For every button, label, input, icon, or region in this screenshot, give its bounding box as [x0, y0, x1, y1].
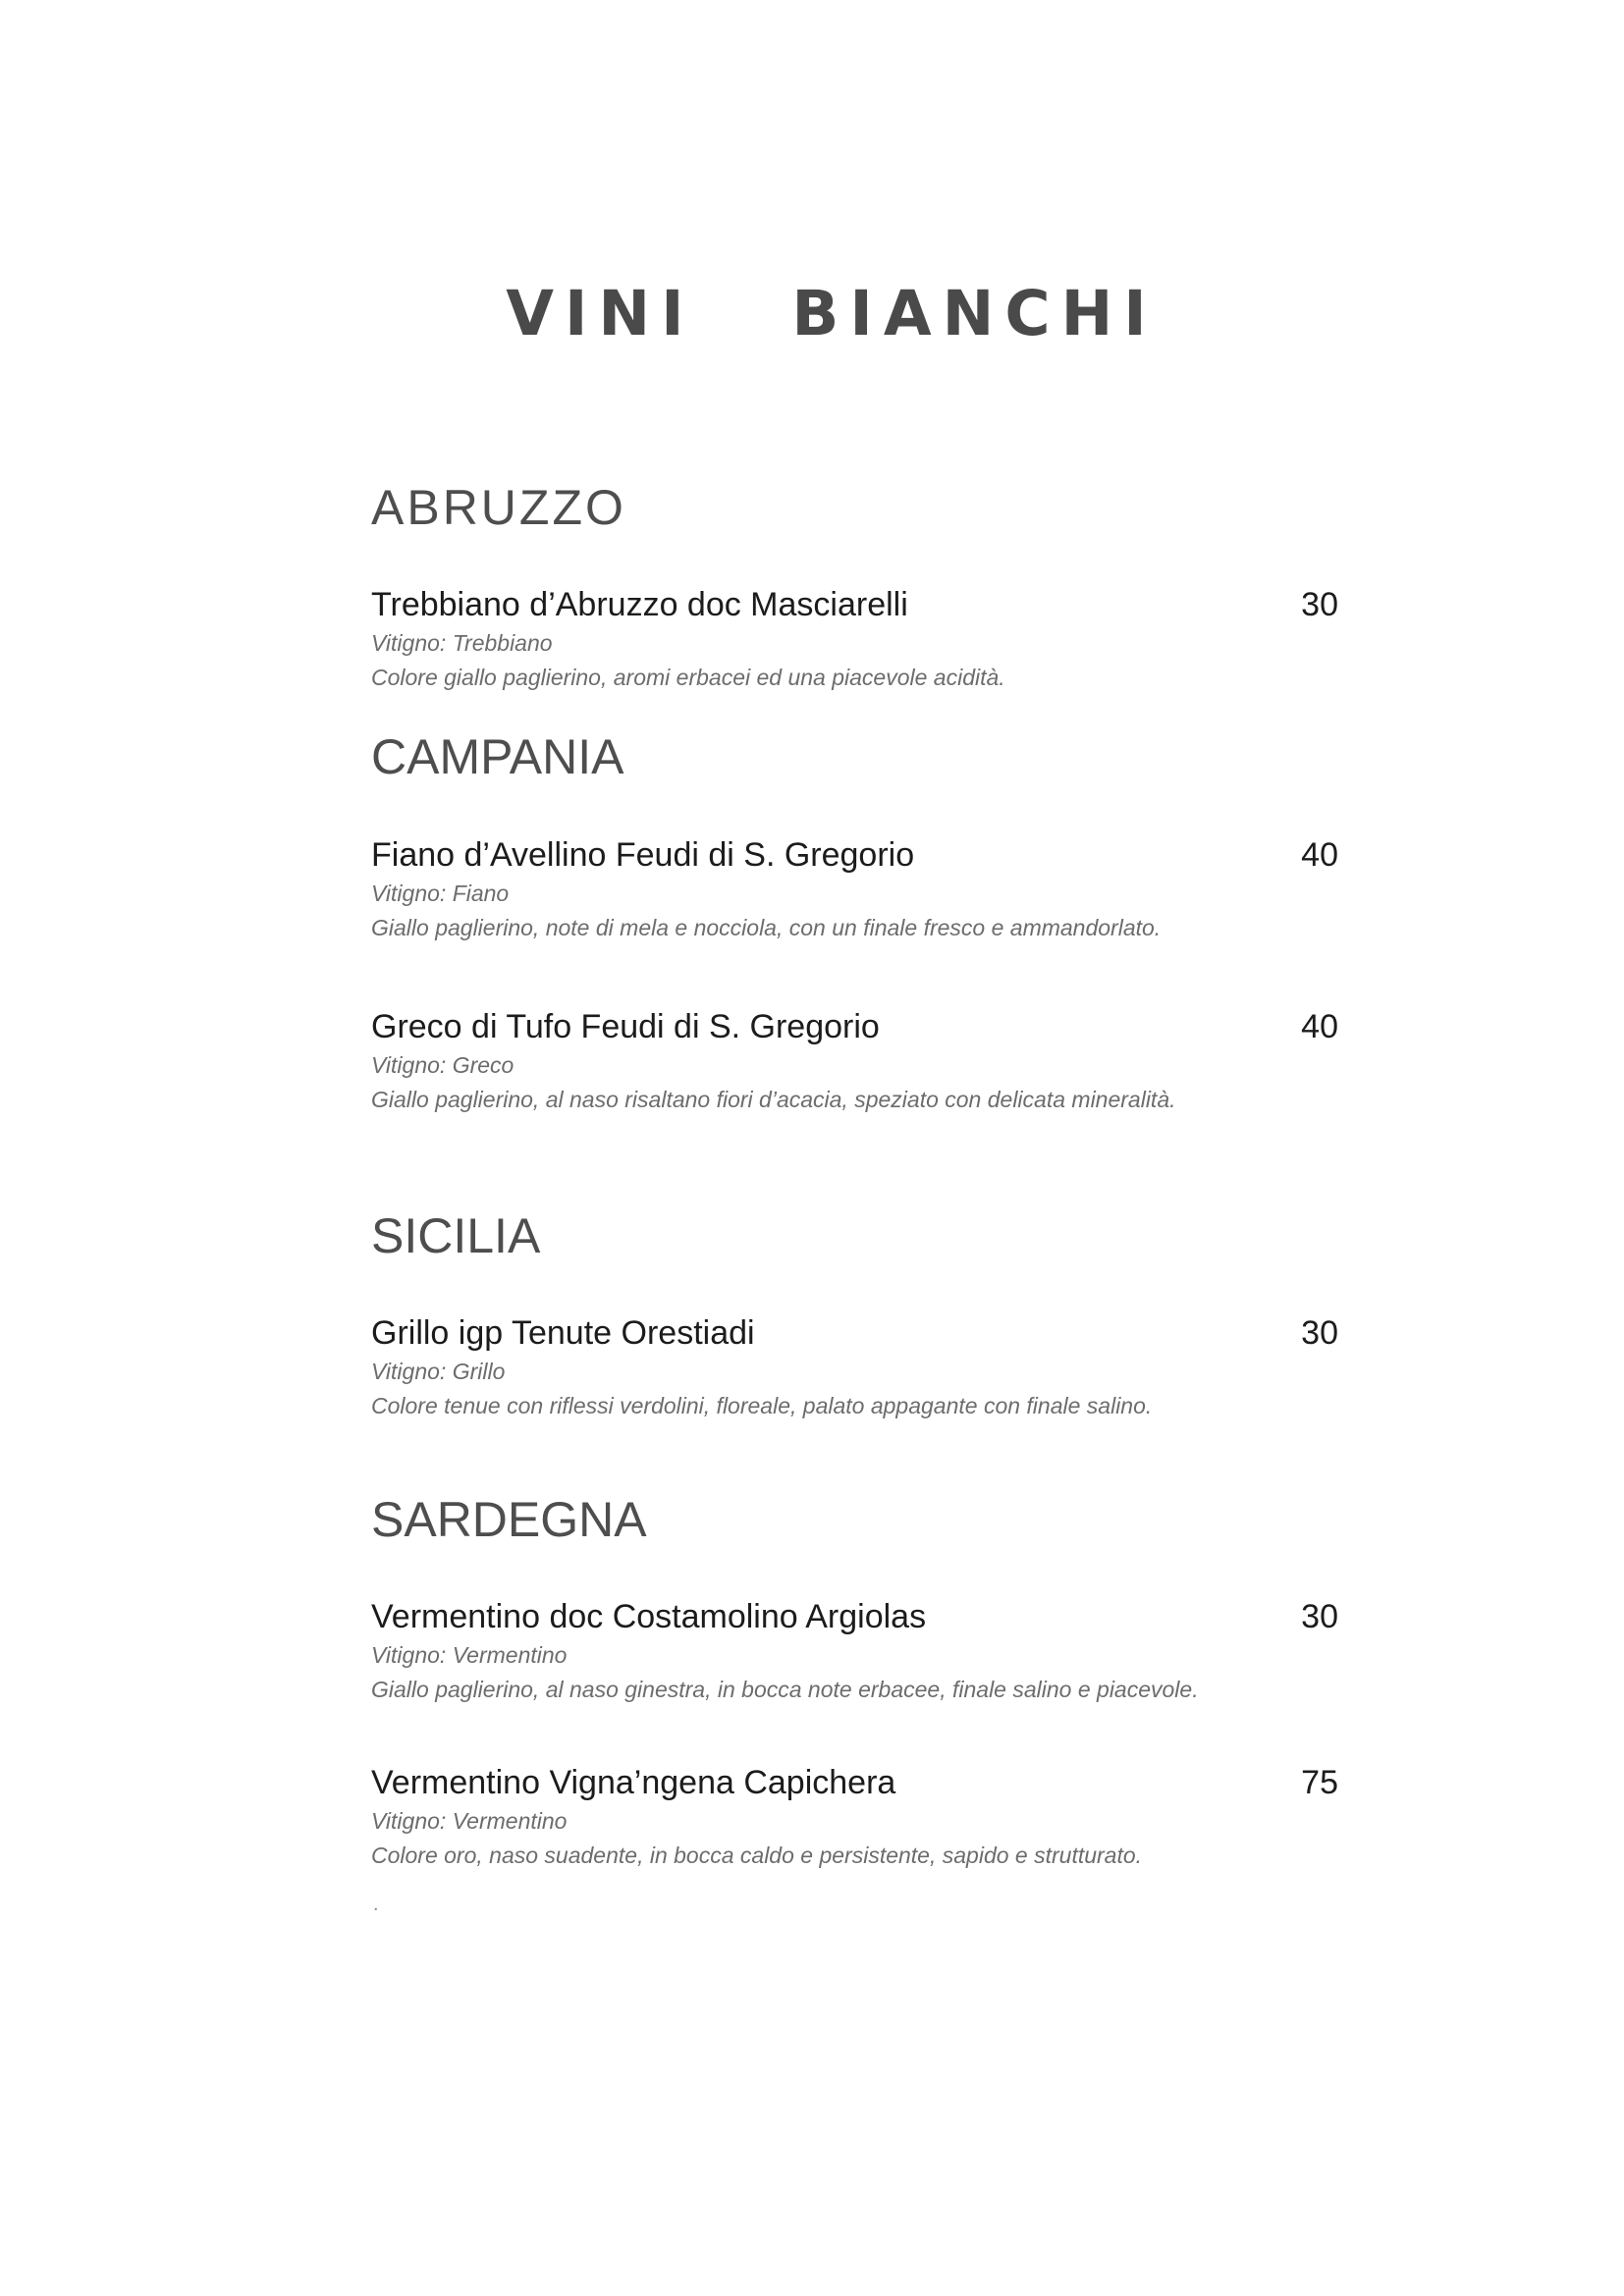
region-heading-campania: CAMPANIA [371, 729, 624, 784]
wine-name: Fiano d’Avellino Feudi di S. Gregorio [371, 836, 915, 874]
wine-description: Giallo paglierino, al naso ginestra, in bocca note erbacee, finale salino e piacevole. [371, 1677, 1199, 1702]
page-title: VINI BIANCHI [506, 278, 1158, 349]
wine-grape: Vitigno: Vermentino [371, 1808, 568, 1834]
wine-name: Grillo igp Tenute Orestiadi [371, 1314, 755, 1352]
wine-grape: Vitigno: Greco [371, 1052, 514, 1078]
wine-item [371, 1597, 1338, 1702]
wine-name: Vermentino doc Costamolino Argiolas [371, 1598, 927, 1635]
wine-price: 30 [1301, 1598, 1338, 1635]
wine-name: Trebbiano d’Abruzzo doc Masciarelli [371, 586, 908, 623]
wine-price: 30 [1301, 586, 1338, 623]
wine-price: 30 [1301, 1314, 1338, 1352]
wine-item [371, 1313, 1338, 1418]
wine-item [371, 835, 1338, 940]
wine-price: 75 [1301, 1764, 1338, 1801]
wine-description: Giallo paglierino, al naso risaltano fiori d’acacia, speziato con delicata mineralità. [371, 1087, 1176, 1112]
wine-item [371, 1007, 1338, 1112]
wine-name: Greco di Tufo Feudi di S. Gregorio [371, 1008, 880, 1045]
wine-description: Giallo paglierino, note di mela e nocciola, con un finale fresco e ammandorlato. [371, 915, 1162, 940]
region-heading-sicilia: SICILIA [371, 1208, 541, 1263]
wine-grape: Vitigno: Trebbiano [371, 630, 553, 656]
wine-description: Colore giallo paglierino, aromi erbacei ed una piacevole acidità. [371, 665, 1005, 690]
wine-grape: Vitigno: Vermentino [371, 1642, 568, 1668]
wine-price: 40 [1301, 1008, 1338, 1045]
wine-name: Vermentino Vigna’ngena Capichera [371, 1764, 896, 1801]
wine-item [371, 1763, 1338, 1868]
wine-grape: Vitigno: Fiano [371, 881, 510, 906]
wine-description: Colore tenue con riflessi verdolini, floreale, palato appagante con finale salino. [371, 1393, 1153, 1418]
wine-price: 40 [1301, 836, 1338, 874]
wine-item [371, 585, 1338, 690]
wine-description: Colore oro, naso suadente, in bocca caldo e persistente, sapido e strutturato. [371, 1842, 1143, 1868]
region-heading-abruzzo: ABRUZZO [371, 480, 626, 535]
wine-grape: Vitigno: Grillo [371, 1359, 506, 1384]
trailing-mark: . [373, 1894, 379, 1915]
region-heading-sardegna: SARDEGNA [371, 1492, 647, 1547]
